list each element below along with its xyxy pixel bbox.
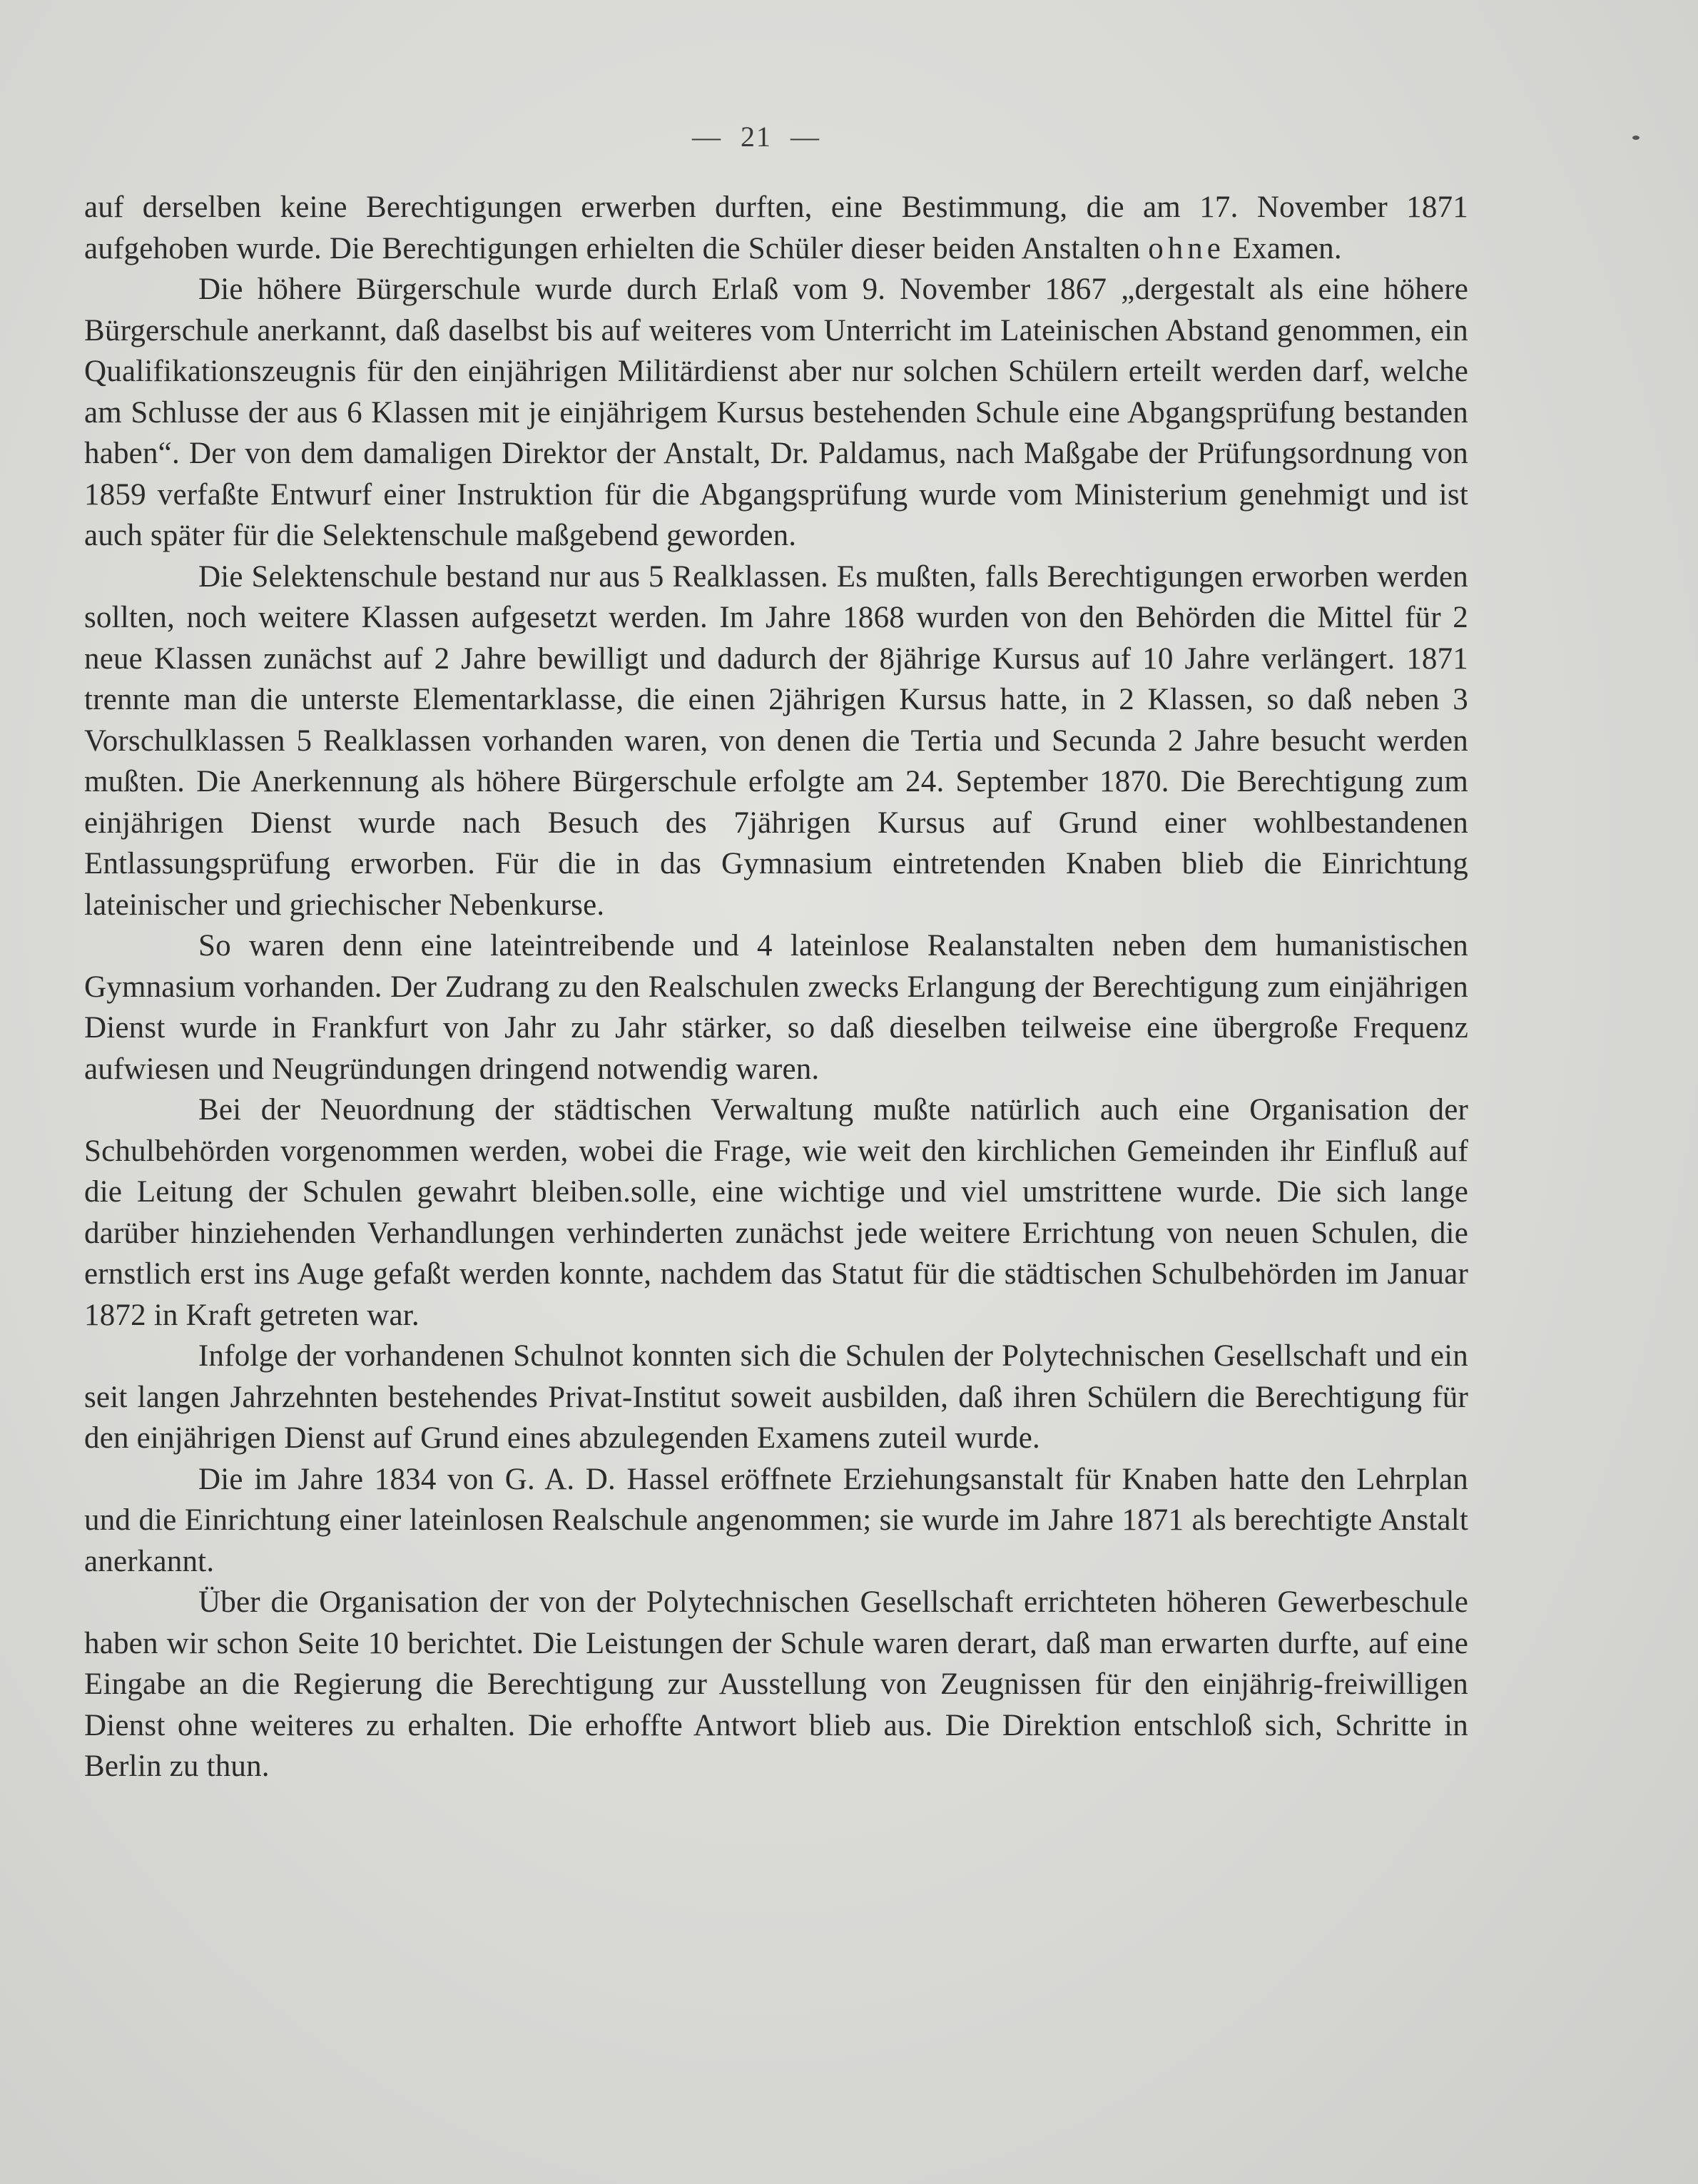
spaced-emphasis-ohne: ohne [1148, 231, 1225, 265]
paragraph-1 [84, 187, 1468, 269]
paragraph-3: Die Selektenschule bestand nur aus 5 Realklassen. Es mußten, falls Berechtigungen erworben werden sollten, noch weitere Klassen aufgesetzt werden. Im Jahre 1868 wurden von den Behörden die Mittel für 2 neue Klassen zunächst auf 2 Jahre bewilligt und dadurch der 8jährige Kursus auf 10 Jahre verlängert. 1871 trennte man die unterste Elementarklasse, die einen 2jährigen Kursus hatte, in 2 Klassen, so daß neben 3 Vorschulklassen 5 Realklassen vorhanden waren, von denen die Tertia und Secunda 2 Jahre besucht werden mußten. Die Anerkennung als höhere Bürgerschule erfolgte am 24. September 1870. Die Berechtigung zum einjährigen Dienst wurde nach Besuch des 7jährigen Kursus auf Grund einer wohlbestandenen Entlassungsprüfung erworben. Für die in das Gymnasium eintretenden Knaben blieb die Einrichtung lateinischer und griechischer Nebenkurse. [84, 559, 1468, 922]
paragraph-7: Die im Jahre 1834 von G. A. D. Hassel eröffnete Erziehungsanstalt für Knaben hatte den Lehrplan und die Einrichtung einer lateinlosen Realschule angenommen; sie wurde im Jahre 1871 als berechtigte Anstalt anerkannt. [84, 1462, 1468, 1578]
paragraph-6: Infolge der vorhandenen Schulnot konnten sich die Schulen der Polytechnischen Gesellschaft und ein seit langen Jahrzehnten bestehendes Privat-Institut soweit ausbilden, daß ihren Schülern die Berechtigung für den einjährigen Dienst auf Grund eines abzulegenden Examens zuteil wurde. [84, 1339, 1468, 1455]
paragraph-4: So waren denn eine lateintreibende und 4 lateinlose Realanstalten neben dem humanistischen Gymnasium vorhanden. Der Zudrang zu den Realschulen zwecks Erlangung der Berechtigung zum einjährigen Dienst wurde in Frankfurt von Jahr zu Jahr stärker, so daß dieselben teilweise eine übergroße Frequenz aufwiesen und Neugründungen dringend notwendig waren. [84, 929, 1468, 1086]
page-number-dash-left: — [692, 121, 722, 153]
page-number: 21 [741, 121, 772, 153]
paragraph-1-part-3: Examen. [1224, 231, 1342, 265]
body-text [84, 187, 1468, 1787]
paragraph-8: Über die Organisation der von der Polytechnischen Gesellschaft errichteten höheren Gewerbeschule haben wir schon Seite 10 berichtet. Die Leistungen der Schule waren derart, daß man erwarten durfte, auf eine Eingabe an die Regierung die Berechtigung zur Ausstellung von Zeugnissen für den einjährig-freiwilligen Dienst ohne weiteres zu erhalten. Die erhoffte Antwort blieb aus. Die Direktion entschloß sich, Schritte in Berlin zu thun. [84, 1585, 1468, 1783]
page-number-dash-right: — [790, 121, 820, 153]
paragraph-5: Bei der Neuordnung der städtischen Verwaltung mußte natürlich auch eine Organisation der Schulbehörden vorgenommen werden, wobei die Frage, wie weit den kirchlichen Gemeinden ihr Einfluß auf die Leitung der Schulen gewahrt bleiben.solle, eine wichtige und viel umstrittene wurde. Die sich lange darüber hinziehenden Verhandlungen verhinderten zunächst jede weitere Errichtung von neuen Schulen, die ernstlich erst ins Auge gefaßt werden konnte, nachdem das Statut für die städtischen Schulbehörden im Januar 1872 in Kraft getreten war. [84, 1093, 1468, 1332]
page-number-header [671, 120, 842, 153]
paragraph-1-part-1: auf derselben keine Berechtigungen erwerben durften, eine Bestimmung, die am 17. November 1871 aufgehoben wurde. Die Berechtigungen erhielten die Schüler dieser beiden Anstalten [84, 191, 1468, 265]
ink-speck [1632, 136, 1639, 140]
paragraph-2: Die höhere Bürgerschule wurde durch Erlaß vom 9. November 1867 „dergestalt als eine höhere Bürgerschule anerkannt, daß daselbst bis auf weiteres vom Unterricht im Lateinischen Abstand genommen, ein Qualifikationszeugnis für den einjährigen Militärdienst aber nur solchen Schülern erteilt werden darf, welche am Schlusse der aus 6 Klassen mit je einjährigem Kursus bestehenden Schule eine Abgangsprüfung bestanden haben“. Der von dem damaligen Direktor der Anstalt, Dr. Paldamus, nach Maßgabe der Prüfungsordnung von 1859 verfaßte Entwurf einer Instruktion für die Abgangsprüfung wurde vom Ministerium genehmigt und ist auch später für die Selektenschule maßgebend geworden. [84, 273, 1468, 552]
